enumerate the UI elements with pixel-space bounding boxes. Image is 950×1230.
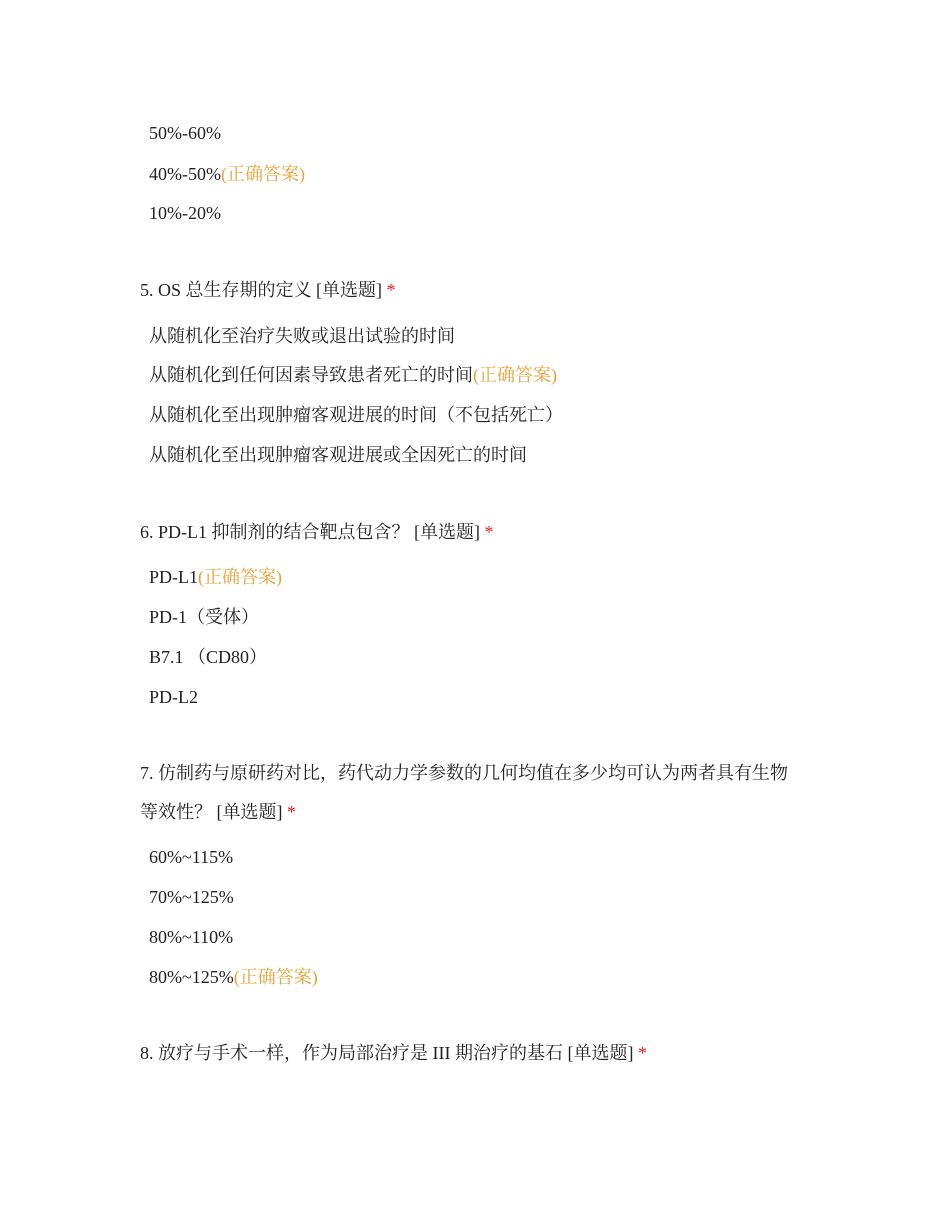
option-text: PD-1（受体） — [149, 607, 260, 627]
correct-answer-tag: (正确答案) — [233, 967, 318, 987]
question-7-title-line1 — [140, 761, 788, 785]
required-mark: * — [287, 802, 296, 822]
q7-option-c[interactable] — [149, 925, 233, 949]
option-text: PD-L2 — [149, 687, 198, 707]
q7-option-b[interactable] — [149, 885, 234, 909]
q4-option-b[interactable] — [149, 162, 305, 186]
q6-option-b[interactable] — [149, 605, 259, 629]
q6-option-a[interactable] — [149, 565, 282, 589]
correct-answer-tag: (正确答案) — [198, 567, 282, 587]
option-text: 10%-20% — [149, 203, 221, 223]
q7-option-a[interactable] — [149, 845, 233, 869]
option-text: 从随机化至出现肿瘤客观进展或全因死亡的时间 — [149, 445, 527, 465]
option-text: 60%~115% — [149, 847, 234, 867]
question-7-title-line2 — [140, 800, 296, 824]
option-text: 80%~110% — [149, 927, 234, 947]
option-text: 从随机化至出现肿瘤客观进展的时间（不包括死亡） — [149, 405, 563, 425]
q4-option-a[interactable] — [149, 121, 221, 145]
option-text: 40%-50% — [149, 164, 221, 184]
option-text: 从随机化至治疗失败或退出试验的时间 — [149, 326, 455, 346]
correct-answer-tag: (正确答案) — [220, 164, 305, 184]
q4-option-c[interactable] — [149, 201, 221, 225]
option-text: 50%-60% — [149, 123, 221, 143]
question-text: 5. OS 总生存期的定义 [单选题] — [140, 280, 382, 300]
option-text: PD-L1 — [149, 567, 198, 587]
required-mark: * — [386, 280, 396, 300]
q6-option-d[interactable] — [149, 685, 198, 709]
option-text: 80%~125% — [149, 967, 234, 987]
correct-answer-tag: (正确答案) — [473, 365, 557, 385]
q5-option-c[interactable] — [149, 403, 563, 427]
question-text: 8. 放疗与手术一样，作为局部治疗是 III 期治疗的基石 [单选题] — [140, 1043, 634, 1063]
required-mark: * — [637, 1043, 647, 1063]
question-text: 等效性？ [单选题] — [140, 802, 283, 822]
question-text: 6. PD-L1 抑制剂的结合靶点包含？ [单选题] — [140, 522, 480, 542]
question-6-title — [140, 520, 494, 544]
question-8-title — [140, 1041, 647, 1065]
q6-option-c[interactable] — [149, 645, 267, 669]
option-text: 70%~125% — [149, 887, 234, 907]
option-text: 从随机化到任何因素导致患者死亡的时间 — [149, 365, 473, 385]
q5-option-d[interactable] — [149, 443, 527, 467]
q7-option-d[interactable] — [149, 965, 318, 989]
question-text: 7. 仿制药与原研药对比，药代动力学参数的几何均值在多少均可认为两者具有生物 — [140, 763, 788, 783]
question-5-title — [140, 278, 396, 302]
q5-option-b[interactable] — [149, 363, 557, 387]
option-text: B7.1 （CD80） — [149, 647, 268, 667]
required-mark: * — [484, 522, 494, 542]
q5-option-a[interactable] — [149, 324, 455, 348]
